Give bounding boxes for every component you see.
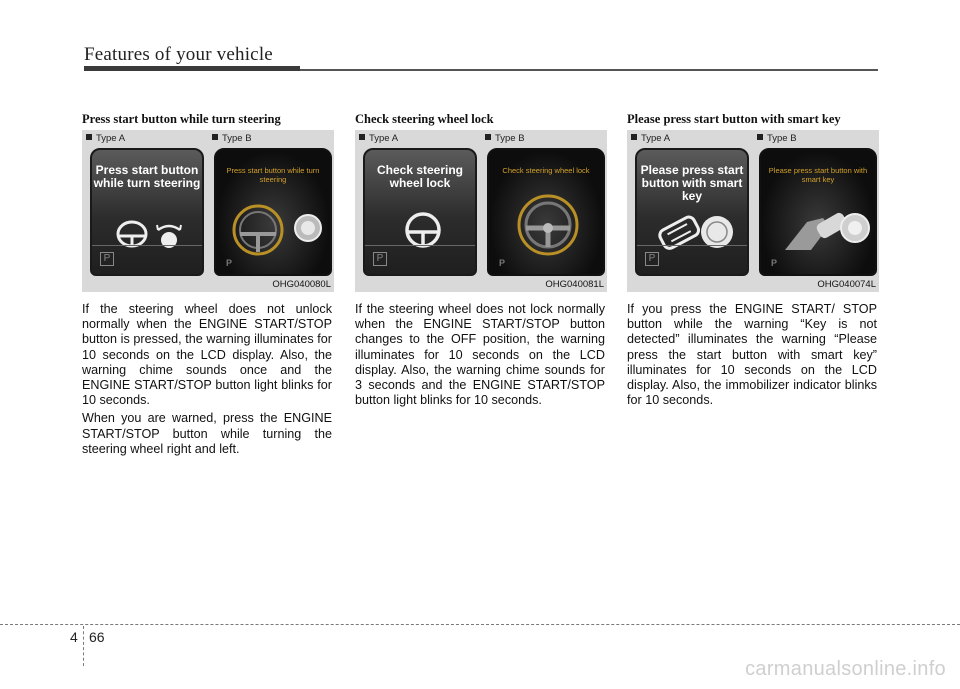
- smart-key-icon: [781, 204, 875, 254]
- cluster-figure: [627, 130, 879, 292]
- lcd-screen-type-a: [90, 148, 204, 276]
- section-steering-unlock: [82, 112, 332, 457]
- page-header-title: Features of your vehicle: [84, 44, 273, 65]
- lcd-message: Please press start button with smart key: [640, 163, 744, 203]
- lcd-message: Check steering wheel lock: [376, 163, 464, 190]
- smart-key-icon: [651, 208, 737, 254]
- cluster-figure: [355, 130, 607, 292]
- lcd-screen-type-b: [487, 148, 605, 276]
- lcd-message: Please press start button with smart key: [768, 166, 868, 184]
- figure-code: OHG040081L: [545, 279, 604, 290]
- lcd-divider: [92, 245, 202, 246]
- header-rule-thin: [300, 69, 878, 71]
- park-indicator: P: [771, 258, 778, 268]
- park-indicator: P: [373, 252, 387, 266]
- park-indicator: P: [100, 252, 114, 266]
- steering-wheel-icon: [403, 210, 443, 250]
- section-title: Check steering wheel lock: [355, 112, 494, 126]
- park-indicator: P: [645, 252, 659, 266]
- chapter-number: 4: [70, 629, 78, 645]
- square-bullet-icon: [359, 134, 365, 140]
- lcd-divider: [637, 245, 747, 246]
- type-a-label: Type A: [86, 133, 125, 144]
- square-bullet-icon: [757, 134, 763, 140]
- lcd-screen-type-b: [214, 148, 332, 276]
- square-bullet-icon: [212, 134, 218, 140]
- watermark: carmanualsonline.info: [745, 658, 946, 680]
- paragraph: If you press the ENGINE START/ STOP button while the warning “Key is not detected” illuminates the warning “Please press the start button with smart key” illuminates for 10 seconds on the LCD display. Also, the immobilizer indicator blinks for 10 seconds.: [627, 302, 877, 408]
- section-title: Press start button while turn steering: [82, 112, 281, 126]
- type-b-label: Type B: [212, 133, 252, 144]
- square-bullet-icon: [86, 134, 92, 140]
- park-indicator: P: [226, 258, 233, 268]
- steering-wheel-icon: [112, 216, 156, 252]
- type-b-label: Type B: [485, 133, 525, 144]
- start-button-icon: [292, 212, 324, 244]
- figure-code: OHG040074L: [817, 279, 876, 290]
- lcd-message: Check steering wheel lock: [502, 166, 590, 175]
- lcd-message: Press start button while turn steering: [93, 163, 201, 190]
- lcd-screen-type-a: [635, 148, 749, 276]
- steering-wheel-icon: [515, 192, 581, 258]
- square-bullet-icon: [485, 134, 491, 140]
- steering-wheel-icon: [228, 200, 288, 260]
- page-number: 66: [89, 629, 105, 645]
- header-rule-thick: [84, 66, 300, 71]
- paragraph: If the steering wheel does not unlock normally when the ENGINE START/STOP button is pressed, the warning illuminates for 10 seconds on the LCD display. Also, the warning chime sounds once and the ENGINE START/STOP button light blinks for 10 seconds.: [82, 302, 332, 408]
- section-body: [82, 302, 332, 457]
- type-b-label: Type B: [757, 133, 797, 144]
- type-a-label: Type A: [359, 133, 398, 144]
- section-smart-key: [627, 112, 877, 408]
- section-body: [627, 302, 877, 408]
- type-a-label: Type A: [631, 133, 670, 144]
- section-body: [355, 302, 605, 408]
- lcd-screen-type-b: [759, 148, 877, 276]
- lcd-divider: [365, 245, 475, 246]
- park-indicator: P: [499, 258, 506, 268]
- figure-code: OHG040080L: [272, 279, 331, 290]
- paragraph: When you are warned, press the ENGINE START/STOP button while turning the steering wheel right and left.: [82, 411, 332, 456]
- footer-vertical-rule: [83, 626, 84, 666]
- square-bullet-icon: [631, 134, 637, 140]
- lcd-screen-type-a: [363, 148, 477, 276]
- paragraph: If the steering wheel does not lock normally when the ENGINE START/STOP button changes to the OFF position, the warning illuminates for 10 seconds on the LCD display. Also, the warning chime sounds for 3 seconds and the ENGINE START/STOP button light blinks for 10 seconds.: [355, 302, 605, 408]
- lcd-message: Press start button while turn steering: [226, 166, 320, 184]
- cluster-figure: [82, 130, 334, 292]
- footer-dashed-rule: [0, 624, 960, 625]
- section-title: Please press start button with smart key: [627, 112, 841, 126]
- section-steering-lock: [355, 112, 605, 408]
